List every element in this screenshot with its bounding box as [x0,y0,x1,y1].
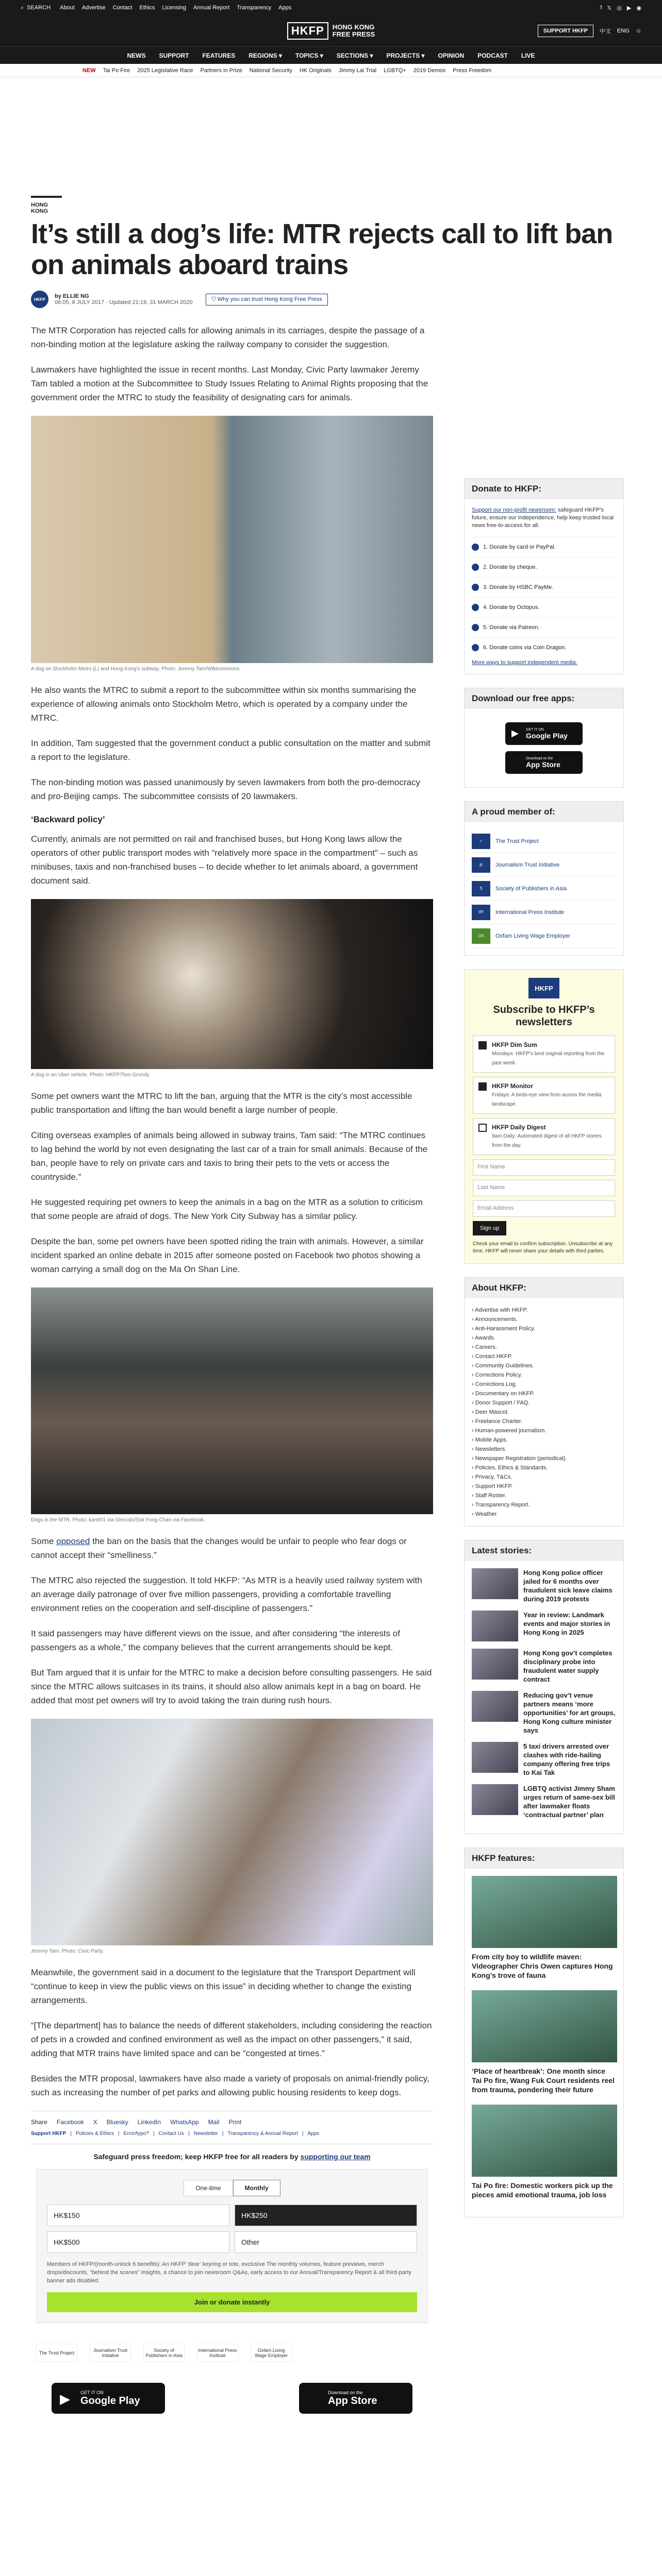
paragraph: The MTRC also rejected the suggestion. It told HKFP: “As MTR is a heavily used railway system with an average daily patronage of over five million passengers, providing a comfortable travelling environment relies on the cooperation and self-discipline of passengers.” [31,1575,422,1613]
trending-item[interactable]: LGBTQ+ [384,67,406,74]
figure [31,416,433,672]
octopus-icon [472,604,479,611]
member-logo[interactable]: ✓ The Trust Project [472,829,616,853]
author-avatar: HKFP [31,291,48,308]
utility-links [60,5,291,11]
member-logo[interactable]: S Society of Publishers in Asia [472,877,616,901]
paragraph: Meanwhile, the government said in a document to the legislature that the Transport Department will “continue to keep in view the public views on this issue” in deciding whether to change the existing arrangements. [31,1968,416,2005]
trending-label: NEW [82,67,96,74]
paragraph: Besides the MTR proposal, lawmakers have also made a variety of proposals on animal-friendly policy, such as increasing the number of pet parks and allowing public housing residents to keep dogs. [31,2074,429,2097]
trending-item[interactable]: National Security [249,67,292,74]
donation-widget [36,2169,428,2323]
lang-english-link[interactable]: ENG [617,28,630,34]
amount-option[interactable]: HK$500 [47,2231,229,2253]
paragraph: Some opposed the ban on the basis that the changes would be unfair to people who fear dogs or cannot accept their “smelliness.” [31,1536,407,1560]
newsletter-title: Subscribe to HKFP’s newsletters [493,1004,595,1028]
latest-story[interactable] [472,1611,616,1641]
member-logo[interactable]: IPI International Press Institute [472,901,616,924]
paragraph: The MTR Corporation has rejected calls for allowing animals in its carriages, despite the passage of a non-binding motion at the legislature asking the railway company to consider the suggestion. [31,326,425,349]
about-link[interactable]: › Newspaper Registration (periodical). [472,1454,616,1463]
coin-icon [472,644,479,651]
apps-box [464,688,624,788]
main-nav [0,46,662,64]
pay-option[interactable]: 6. Donate coins via Coin Dragon. [472,637,616,657]
latest-story[interactable] [472,1649,616,1684]
story-headline[interactable]: Hong Kong gov’t completes disciplinary probe into fraudulent water supply contract [523,1649,613,1683]
pay-option[interactable]: 2. Donate by cheque. [472,557,616,577]
nav-sections[interactable]: SECTIONS ▾ [336,52,373,59]
util-link-annual-report[interactable]: Annual Report [193,5,230,11]
card-icon [472,544,479,551]
util-link-licensing[interactable]: Licensing [162,5,186,11]
latest-list [465,1561,623,1834]
footer-link[interactable]: Transparency & Annual Report [227,2131,298,2137]
nav-features[interactable]: FEATURES [202,52,236,59]
article-footer-links: Support HKFP | Policies & Ethics | Error/typo? | Contact Us | Newsletter | Transparency & Annual Report | Apps [31,2131,433,2144]
feature-story[interactable] [472,1990,616,2094]
member-logo[interactable]: jti Journalism Trust Initiative [472,853,616,877]
article-kicker[interactable]: HONG KONG [31,196,62,214]
caption: Dogs in the MTR. Photo: kan001 via Stecodo/Sok Fong Chan via Facebook. [31,1517,205,1523]
photo-dog-on-train[interactable] [31,416,433,663]
youtube-icon[interactable]: ▶ [626,5,632,11]
jti-logo[interactable]: Journalism Trust Initiative [90,2344,131,2362]
cheque-icon [472,564,479,571]
instagram-icon[interactable]: ◎ [617,5,622,11]
story-headline[interactable]: LGBTQ activist Jimmy Sham urges return of same-sex bill after lawmaker floats ‘contractual partner’ plan [523,1785,615,1819]
amount-other-input[interactable]: Other [235,2231,417,2253]
about-link[interactable]: › Corrections Log. [472,1380,616,1389]
signup-button[interactable]: Sign up [473,1221,506,1235]
google-play-badge[interactable]: ▶ GET IT ON Google Play [505,722,583,745]
checkbox-unchecked[interactable] [478,1124,487,1132]
newsletter-logo: HKFP [528,978,559,998]
caption: A dog on Stockholm Metro (L) and Hong Kong’s subway. Photo: Jeremy Tam/Wikicommons. [31,666,241,672]
trending-item[interactable]: 2025 Legislative Race [137,67,193,74]
story-thumbnail[interactable] [472,1649,518,1680]
photo-jeremy-tam[interactable] [31,1719,433,1945]
figure [31,1719,433,1954]
subheading: ‘Backward policy’ [31,815,105,824]
paragraph: It said passengers may have different views on the issue, and after considering “the interests of passengers as a whole,” the company believes that the current arrangements should be kept. [31,1629,400,1652]
share-label: Share [31,2119,48,2126]
paragraph: Currently, animals are not permitted on rail and franchised buses, but Hong Kong laws allow the operators of other public transport modes with “relatively more space in the compartment” – such as minibuses, taxis and non-franchised buses – to decide whether to let animals aboard, a government document said. [31,834,418,886]
masthead [0,15,662,46]
paragraph: In addition, Tam suggested that the government conduct a public consultation on the matter and submit a report to the legislature. [31,738,431,762]
share-x[interactable]: X [93,2119,97,2126]
trending-item[interactable]: Partners in Prize [200,67,242,74]
member-logo[interactable]: OX Oxfam Living Wage Employer [472,924,616,948]
shield-icon: ⛉ [211,296,218,302]
about-link[interactable]: › Human-powered journalism. [472,1426,616,1435]
pay-option[interactable]: 5. Donate via Patreon. [472,617,616,637]
app-store-badge[interactable]: Download on the App Store [505,751,583,774]
sidebar [464,324,624,2414]
google-play-icon: ▶ [60,2391,70,2406]
nav-projects[interactable]: PROJECTS ▾ [386,52,425,59]
byline [31,291,631,308]
paragraph: Some pet owners want the MTRC to lift the ban, arguing that the MTR is the city’s most accessible public transportation and lifting the ban would benefit a large number of people. [31,1091,412,1115]
caption: Jeremy Tam. Photo: Civic Party. [31,1948,104,1954]
about-link[interactable]: › Support HKFP. [472,1482,616,1491]
share-mail[interactable]: Mail [208,2119,220,2126]
about-link[interactable]: › Advertise with HKFP. [472,1306,616,1315]
about-link[interactable]: › Anti-Harassment Policy. [472,1324,616,1333]
pay-option[interactable]: 1. Donate by card or PayPal. [472,537,616,557]
about-link[interactable]: › Documentary on HKFP. [472,1389,616,1398]
share-facebook[interactable]: Facebook [57,2119,84,2126]
latest-box [464,1540,624,1834]
social-icons [600,5,641,11]
opposed-link[interactable]: opposed [56,1536,90,1546]
trending-item[interactable]: HK Originals [299,67,332,74]
frequency-toggle [47,2180,417,2196]
google-play-badge[interactable]: ▶ GET IT ON Google Play [52,2383,165,2414]
app-badges [31,2383,433,2414]
about-list [465,1298,623,1526]
member-title: A proud member of: [465,802,623,822]
util-link-contact[interactable]: Contact [112,5,133,11]
amount-option[interactable]: HK$250 [235,2205,417,2226]
util-link-transparency[interactable]: Transparency [237,5,272,11]
latest-story[interactable] [472,1691,616,1735]
paragraph: “[The department] has to balance the needs of different stakeholders, including considering the reaction of pets in a crowded and confined environment as well as the impact on other passengers,” it said, adding that MTR trains have limited space and can be “congested at times.” [31,2021,432,2058]
about-link[interactable]: › Privacy, T&Cs. [472,1472,616,1482]
donate-box: Donate to HKFP: Support our non-profit newsroom: safeguard HKFP’s future, ensure our independence, help keep trusted local news free-to-access for all. 1. Donate by card or PayPal. 2. Donate by cheque. 3. Donate by HSBC PayMe. 4. Donate by Octopus. 5. Donate via Patreon. 6. Donate coins via Coin Dragon. More ways to support independent media. [464,478,624,674]
article-title: It’s still a dog’s life: MTR rejects call to lift ban on animals aboard trains [31,218,613,280]
about-link[interactable]: › Announcements. [472,1315,616,1324]
amount-option[interactable]: HK$150 [47,2205,229,2226]
feature-headline[interactable]: Tai Po fire: Domestic workers pick up the pieces amid emotional trauma, job loss [472,2181,613,2199]
share-bar [31,2111,433,2126]
story-thumbnail[interactable] [472,1742,518,1773]
top-utility-bar [0,0,662,15]
lang-chinese-link[interactable]: 中文 [599,28,611,35]
footer-link[interactable]: Policies & Ethics [75,2131,114,2137]
oxfam-logo[interactable]: Oxfam Living Wage Employer [251,2344,292,2362]
photo-dogs-in-mtr[interactable] [31,1287,433,1514]
about-link[interactable]: › Mobile Apps. [472,1435,616,1445]
about-link[interactable]: › Deer Mascot. [472,1408,616,1417]
nav-topics[interactable]: TOPICS ▾ [295,52,323,59]
amount-options [47,2205,417,2253]
sopa-icon: S [472,881,490,896]
about-link[interactable]: › Freelance Charter. [472,1417,616,1426]
story-thumbnail[interactable] [472,1784,518,1815]
about-link[interactable]: › Corrections Policy. [472,1370,616,1380]
site-logo[interactable]: HKFP HONG KONG FREE PRESS [287,22,375,40]
member-benefits-note: Members of HKFP/(month-unlock 6 benefits): An HKFP ‘dear’ keyring or tote, exclusive The monthly volumes, feature previews, merch drops/discounts, “behind the scenes” insights, a chance to join newsroom Q&As, early access to our Annual/Transparency Report & all third-party banner ads disabled. [47,2261,412,2284]
about-link[interactable]: › Awards. [472,1333,616,1343]
freq-one-time[interactable]: One-time [184,2180,233,2196]
footer-link[interactable]: Newsletter [193,2131,218,2137]
trending-item[interactable]: Jimmy Lai Trial [338,67,377,74]
nav-regions[interactable]: REGIONS ▾ [249,52,282,59]
article-body [31,324,433,2414]
story-thumbnail[interactable] [472,1568,518,1599]
newsletter-option[interactable]: HKFP Daily Digest 9am Daily: Automated digest of all HKFP stories from the day. [473,1118,615,1155]
newsletter-fineprint: Check your email to confirm subscription. Unsubscribe at any time. HKFP will never share your details with third parties. [473,1241,613,1254]
more-ways-link[interactable]: More ways to support independent media. [472,659,577,666]
checkbox-checked[interactable] [478,1041,487,1049]
first-name-input[interactable]: First Name [473,1159,615,1176]
paragraph: He suggested requiring pet owners to keep the animals in a bag on the MTR as a solution to criticism that some people are afraid of dogs. The New York City Subway has a similar policy. [31,1197,423,1221]
nav-podcast[interactable]: PODCAST [477,52,508,59]
share-linkedin[interactable]: LinkedIn [137,2119,161,2126]
feature-story[interactable] [472,2105,616,2199]
ipi-icon: IPI [472,905,490,920]
last-name-input[interactable]: Last Name [473,1180,615,1196]
newsletter-option[interactable]: HKFP Monitor Fridays: A birds-eye view from across the media landscape. [473,1077,615,1114]
about-link[interactable]: › Weather. [472,1510,616,1519]
footer-link[interactable]: Contact Us [158,2131,185,2137]
app-store-badge[interactable]: Download on the App Store [299,2383,412,2414]
trending-item[interactable]: 2019 Demos [413,67,446,74]
paragraph: He also wants the MTRC to submit a report to the subcommittee within six months summarising the experience of allowing animals onto Stockholm Metro, which is operated by a company under the MTRC. [31,685,417,723]
donate-title: Donate to HKFP: [465,479,623,499]
facebook-icon[interactable]: f [600,4,602,11]
nav-news[interactable]: NEWS [127,52,146,59]
photo-dog-in-uber[interactable] [31,899,433,1069]
paragraph: But Tam argued that it is unfair for the MTRC to make a decision before consulting passengers. He said since the MTRC allows suitcases in its trains, it should also allow animals kept in a bag on board. He added that most pet owners will try to avoid taking the train during rush hours. [31,1668,432,1705]
story-headline[interactable]: 5 taxi drivers arrested over clashes with ride-hailing company offering free trips to Kai Tak [523,1742,610,1776]
x-icon[interactable]: 𝕏 [607,5,612,11]
util-link-advertise[interactable]: Advertise [81,5,106,11]
paragraph: Despite the ban, some pet owners have been spotted riding the train with animals. However, a similar incident sparked an online debate in 2015 after someone posted on Facebook two photos showing a woman carrying a small dog on the Ma On Shan Line. [31,1236,424,1274]
account-icon[interactable]: ☺ [635,28,641,34]
util-link-ethics[interactable]: Ethics [139,5,155,11]
features-box [464,1848,624,2217]
footer-link[interactable]: Support HKFP [31,2131,67,2137]
patreon-icon [472,624,479,631]
nav-support[interactable]: SUPPORT [159,52,189,59]
story-thumbnail[interactable] [472,1611,518,1641]
ad-space [31,77,631,196]
paragraph: The non-binding motion was passed unanimously by seven lawmakers from both the pro-democracy and pro-Beijing camps. The subcommittee consists of 20 lawmakers. [31,777,420,801]
support-team-link[interactable]: supporting our team [300,2153,371,2161]
about-link[interactable]: › Policies, Ethics & Standards. [472,1463,616,1472]
email-input[interactable]: Email Address [473,1200,615,1217]
search-icon: ⌕ [21,4,24,11]
feature-headline[interactable]: ‘Place of heartbreak’: One month since Tai Po fire, Wang Fuk Court residents reel from trauma, pondering their future [472,2067,615,2094]
payme-icon [472,584,479,591]
feature-thumbnail[interactable] [472,1990,617,2062]
latest-story[interactable] [472,1784,616,1819]
latest-title: Latest stories: [465,1540,623,1561]
trending-bar [0,64,662,77]
share-print[interactable]: Print [228,2119,242,2126]
figure [31,899,433,1078]
share-whatsapp[interactable]: WhatsApp [170,2119,199,2126]
story-thumbnail[interactable] [472,1691,518,1722]
footer-link[interactable]: Error/typo? [123,2131,149,2137]
apps-title: Download our free apps: [465,688,623,709]
feature-thumbnail[interactable] [472,1876,617,1948]
about-link[interactable]: › Community Guidelines. [472,1361,616,1370]
trending-item[interactable]: Tai Po Fire [103,67,130,74]
support-hkfp-button[interactable]: SUPPORT HKFP [538,25,593,37]
join-donate-button[interactable]: Join or donate instantly [47,2292,417,2312]
story-headline[interactable]: Year in review: Landmark events and major stories in Hong Kong in 2025 [523,1611,610,1636]
features-list [465,1869,623,2217]
trending-item[interactable]: Press Freedom [453,67,492,74]
paragraph: Citing overseas examples of animals being allowed in subway trains, Tam said: “The MTRC continues to lag behind the world by not even designating the last car of a train for small animals. Because of the ban, people have to rely on private cars and taxis to bring their pets to the vets or access the countryside.” [31,1130,428,1182]
author-name[interactable]: by ELLIE NG [55,293,89,299]
latest-story[interactable] [472,1742,616,1777]
caption: A dog in an Uber vehicle. Photo: HKFP/Tom Grundy. [31,1072,151,1078]
freq-monthly[interactable]: Monthly [233,2180,280,2196]
about-title: About HKFP: [465,1278,623,1298]
latest-story[interactable] [472,1568,616,1603]
figure [31,1287,433,1523]
newsletter-box [464,969,624,1264]
safeguard-banner: Safeguard press freedom; keep HKFP free for all readers by supporting our team [93,2153,371,2161]
feature-headline[interactable]: From city boy to wildlife maven: Videographer Chris Owen captures Hong Kong’s trove of fauna [472,1953,613,1979]
about-link[interactable]: › Careers. [472,1343,616,1352]
trust-project-icon: ✓ [472,834,490,849]
pay-option[interactable]: 3. Donate by HSBC PayMe. [472,577,616,597]
util-link-apps[interactable]: Apps [278,5,292,11]
newsletter-option[interactable]: HKFP Dim Sum Mondays: HKFP’s best original reporting from the past week. [473,1036,615,1073]
page-wrapper [0,77,662,2414]
about-link[interactable]: › Transparency Report. [472,1500,616,1510]
feature-thumbnail[interactable] [472,2105,617,2177]
trust-link[interactable]: ⛉ Why you can trust Hong Kong Free Press [206,294,327,306]
checkbox-checked[interactable] [478,1082,487,1091]
article-dates: 06:05, 8 JULY 2017 · Updated 21:19, 31 MARCH 2020 [55,299,193,306]
ipi-logo[interactable]: International Press Institute [197,2344,238,2362]
about-box [464,1277,624,1527]
about-link[interactable]: › Donor Support / FAQ. [472,1398,616,1408]
member-logos [31,2344,433,2362]
util-link-about[interactable]: About [60,5,75,11]
search-toggle[interactable]: ⌕ SEARCH [21,4,51,11]
share-bluesky[interactable]: Bluesky [106,2119,128,2126]
rss-icon[interactable]: ◉ [636,5,641,11]
story-headline[interactable]: Hong Kong police officer jailed for 6 months over fraudulent sick leave claims during 2019 protests [523,1569,613,1603]
about-link[interactable]: › Newsletters. [472,1445,616,1454]
story-headline[interactable]: Reducing gov’t venue partners means ‘more opportunities’ for art groups, Hong Kong culture minister says [523,1691,616,1734]
footer-link[interactable]: Apps [307,2131,320,2137]
about-link[interactable]: › Staff Roster. [472,1491,616,1500]
features-title: HKFP features: [465,1848,623,1869]
pay-option[interactable]: 4. Donate by Octopus. [472,597,616,617]
nav-opinion[interactable]: OPINION [438,52,465,59]
oxfam-icon: OX [472,928,490,944]
jti-icon: jti [472,857,490,873]
sopa-logo[interactable]: Society of Publishers in Asia [143,2344,185,2362]
paragraph: Lawmakers have highlighted the issue in recent months. Last Monday, Civic Party lawmaker Jeremy Tam tabled a motion at the Subcommittee to Study Issues Relating to Animal Rights proposing that the government order the MTRC to study the feasibility of designating cars for animals. [31,365,428,402]
nav-live[interactable]: LIVE [521,52,535,59]
feature-story[interactable] [472,1876,616,1980]
trust-project-logo[interactable]: The Trust Project [36,2344,77,2362]
about-link[interactable]: › Contact HKFP. [472,1352,616,1361]
google-play-icon: ▶ [511,728,519,738]
member-box [464,801,624,956]
nonprofit-link[interactable]: Support our non-profit newsroom: [472,507,556,513]
